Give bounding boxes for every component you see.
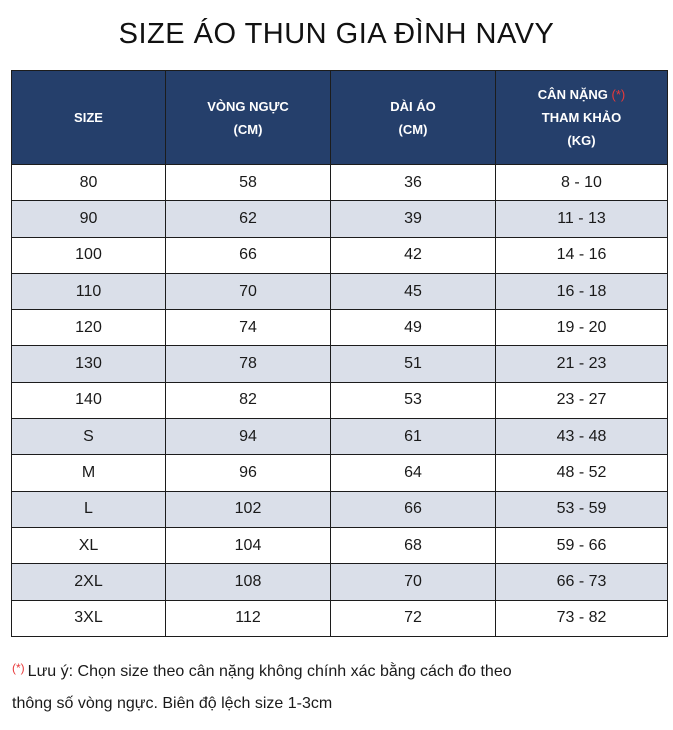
- cell-chest: 62: [166, 201, 331, 237]
- footnote-marker: (*): [12, 661, 25, 675]
- cell-chest: 66: [166, 237, 331, 273]
- table-body: [12, 165, 668, 637]
- cell-length: 61: [331, 419, 496, 455]
- table-row: [12, 455, 668, 491]
- cell-chest: 108: [166, 564, 331, 600]
- cell-length: 39: [331, 201, 496, 237]
- table-row: [12, 527, 668, 563]
- cell-chest: 82: [166, 382, 331, 418]
- cell-weight: 21 - 23: [496, 346, 668, 382]
- cell-weight: 16 - 18: [496, 273, 668, 309]
- cell-chest: 96: [166, 455, 331, 491]
- cell-size: 90: [12, 201, 166, 237]
- cell-size: 120: [12, 310, 166, 346]
- cell-weight: 48 - 52: [496, 455, 668, 491]
- cell-chest: 112: [166, 600, 331, 636]
- table-row: [12, 273, 668, 309]
- cell-chest: 104: [166, 527, 331, 563]
- cell-weight: 43 - 48: [496, 419, 668, 455]
- cell-length: 53: [331, 382, 496, 418]
- header-chest-unit: (CM): [233, 121, 263, 137]
- cell-length: 66: [331, 491, 496, 527]
- cell-weight: 53 - 59: [496, 491, 668, 527]
- cell-size: 2XL: [12, 564, 166, 600]
- cell-length: 70: [331, 564, 496, 600]
- cell-size: 110: [12, 273, 166, 309]
- cell-length: 49: [331, 310, 496, 346]
- cell-size: 100: [12, 237, 166, 273]
- cell-length: 72: [331, 600, 496, 636]
- table-row: [12, 491, 668, 527]
- cell-chest: 58: [166, 165, 331, 201]
- table-row: [12, 600, 668, 636]
- cell-weight: 59 - 66: [496, 527, 668, 563]
- table-row: [12, 201, 668, 237]
- cell-weight: 11 - 13: [496, 201, 668, 237]
- cell-size: XL: [12, 527, 166, 563]
- table-header-row: [12, 71, 668, 165]
- footnote-line-2: thông số vòng ngực. Biên độ lệch size 1-3cm: [12, 695, 333, 712]
- header-weight-unit: (KG): [567, 133, 596, 148]
- cell-size: 3XL: [12, 600, 166, 636]
- size-table: [11, 70, 668, 637]
- cell-weight: 19 - 20: [496, 310, 668, 346]
- cell-length: 64: [331, 455, 496, 491]
- cell-weight: 14 - 16: [496, 237, 668, 273]
- table-row: [12, 165, 668, 201]
- header-size: [12, 71, 166, 165]
- cell-length: 45: [331, 273, 496, 309]
- footnote-text-1: Lưu ý: Chọn size theo cân nặng không chính xác bằng cách đo theo: [27, 663, 512, 680]
- table-row: [12, 310, 668, 346]
- cell-length: 68: [331, 527, 496, 563]
- table-row: [12, 419, 668, 455]
- cell-chest: 78: [166, 346, 331, 382]
- table-row: [12, 564, 668, 600]
- cell-chest: 94: [166, 419, 331, 455]
- cell-size: 140: [12, 382, 166, 418]
- cell-weight: 8 - 10: [496, 165, 668, 201]
- footnote: [12, 656, 662, 720]
- footnote-line-1: [12, 656, 662, 688]
- cell-size: M: [12, 455, 166, 491]
- header-weight: [496, 71, 668, 165]
- header-length: [331, 71, 496, 165]
- cell-chest: 74: [166, 310, 331, 346]
- cell-size: S: [12, 419, 166, 455]
- table-row: [12, 237, 668, 273]
- header-weight-reference: THAM KHẢO: [541, 110, 622, 125]
- table-row: [12, 346, 668, 382]
- cell-chest: 102: [166, 491, 331, 527]
- cell-size: L: [12, 491, 166, 527]
- header-size-label: SIZE: [74, 110, 103, 125]
- page-title: SIZE ÁO THUN GIA ĐÌNH NAVY: [118, 18, 555, 50]
- cell-length: 42: [331, 237, 496, 273]
- cell-weight: 23 - 27: [496, 382, 668, 418]
- table-row: [12, 382, 668, 418]
- asterisk-marker: (*): [611, 87, 626, 102]
- header-length-unit: (CM): [398, 121, 428, 137]
- header-chest: [166, 71, 331, 165]
- cell-size: 130: [12, 346, 166, 382]
- cell-length: 36: [331, 165, 496, 201]
- cell-length: 51: [331, 346, 496, 382]
- cell-chest: 70: [166, 273, 331, 309]
- cell-weight: 73 - 82: [496, 600, 668, 636]
- header-chest-label: VÒNG NGỰC: [207, 98, 289, 114]
- header-length-label: DÀI ÁO: [390, 98, 436, 114]
- cell-weight: 66 - 73: [496, 564, 668, 600]
- header-weight-label: CÂN NẶNG (*): [537, 87, 626, 102]
- cell-size: 80: [12, 165, 166, 201]
